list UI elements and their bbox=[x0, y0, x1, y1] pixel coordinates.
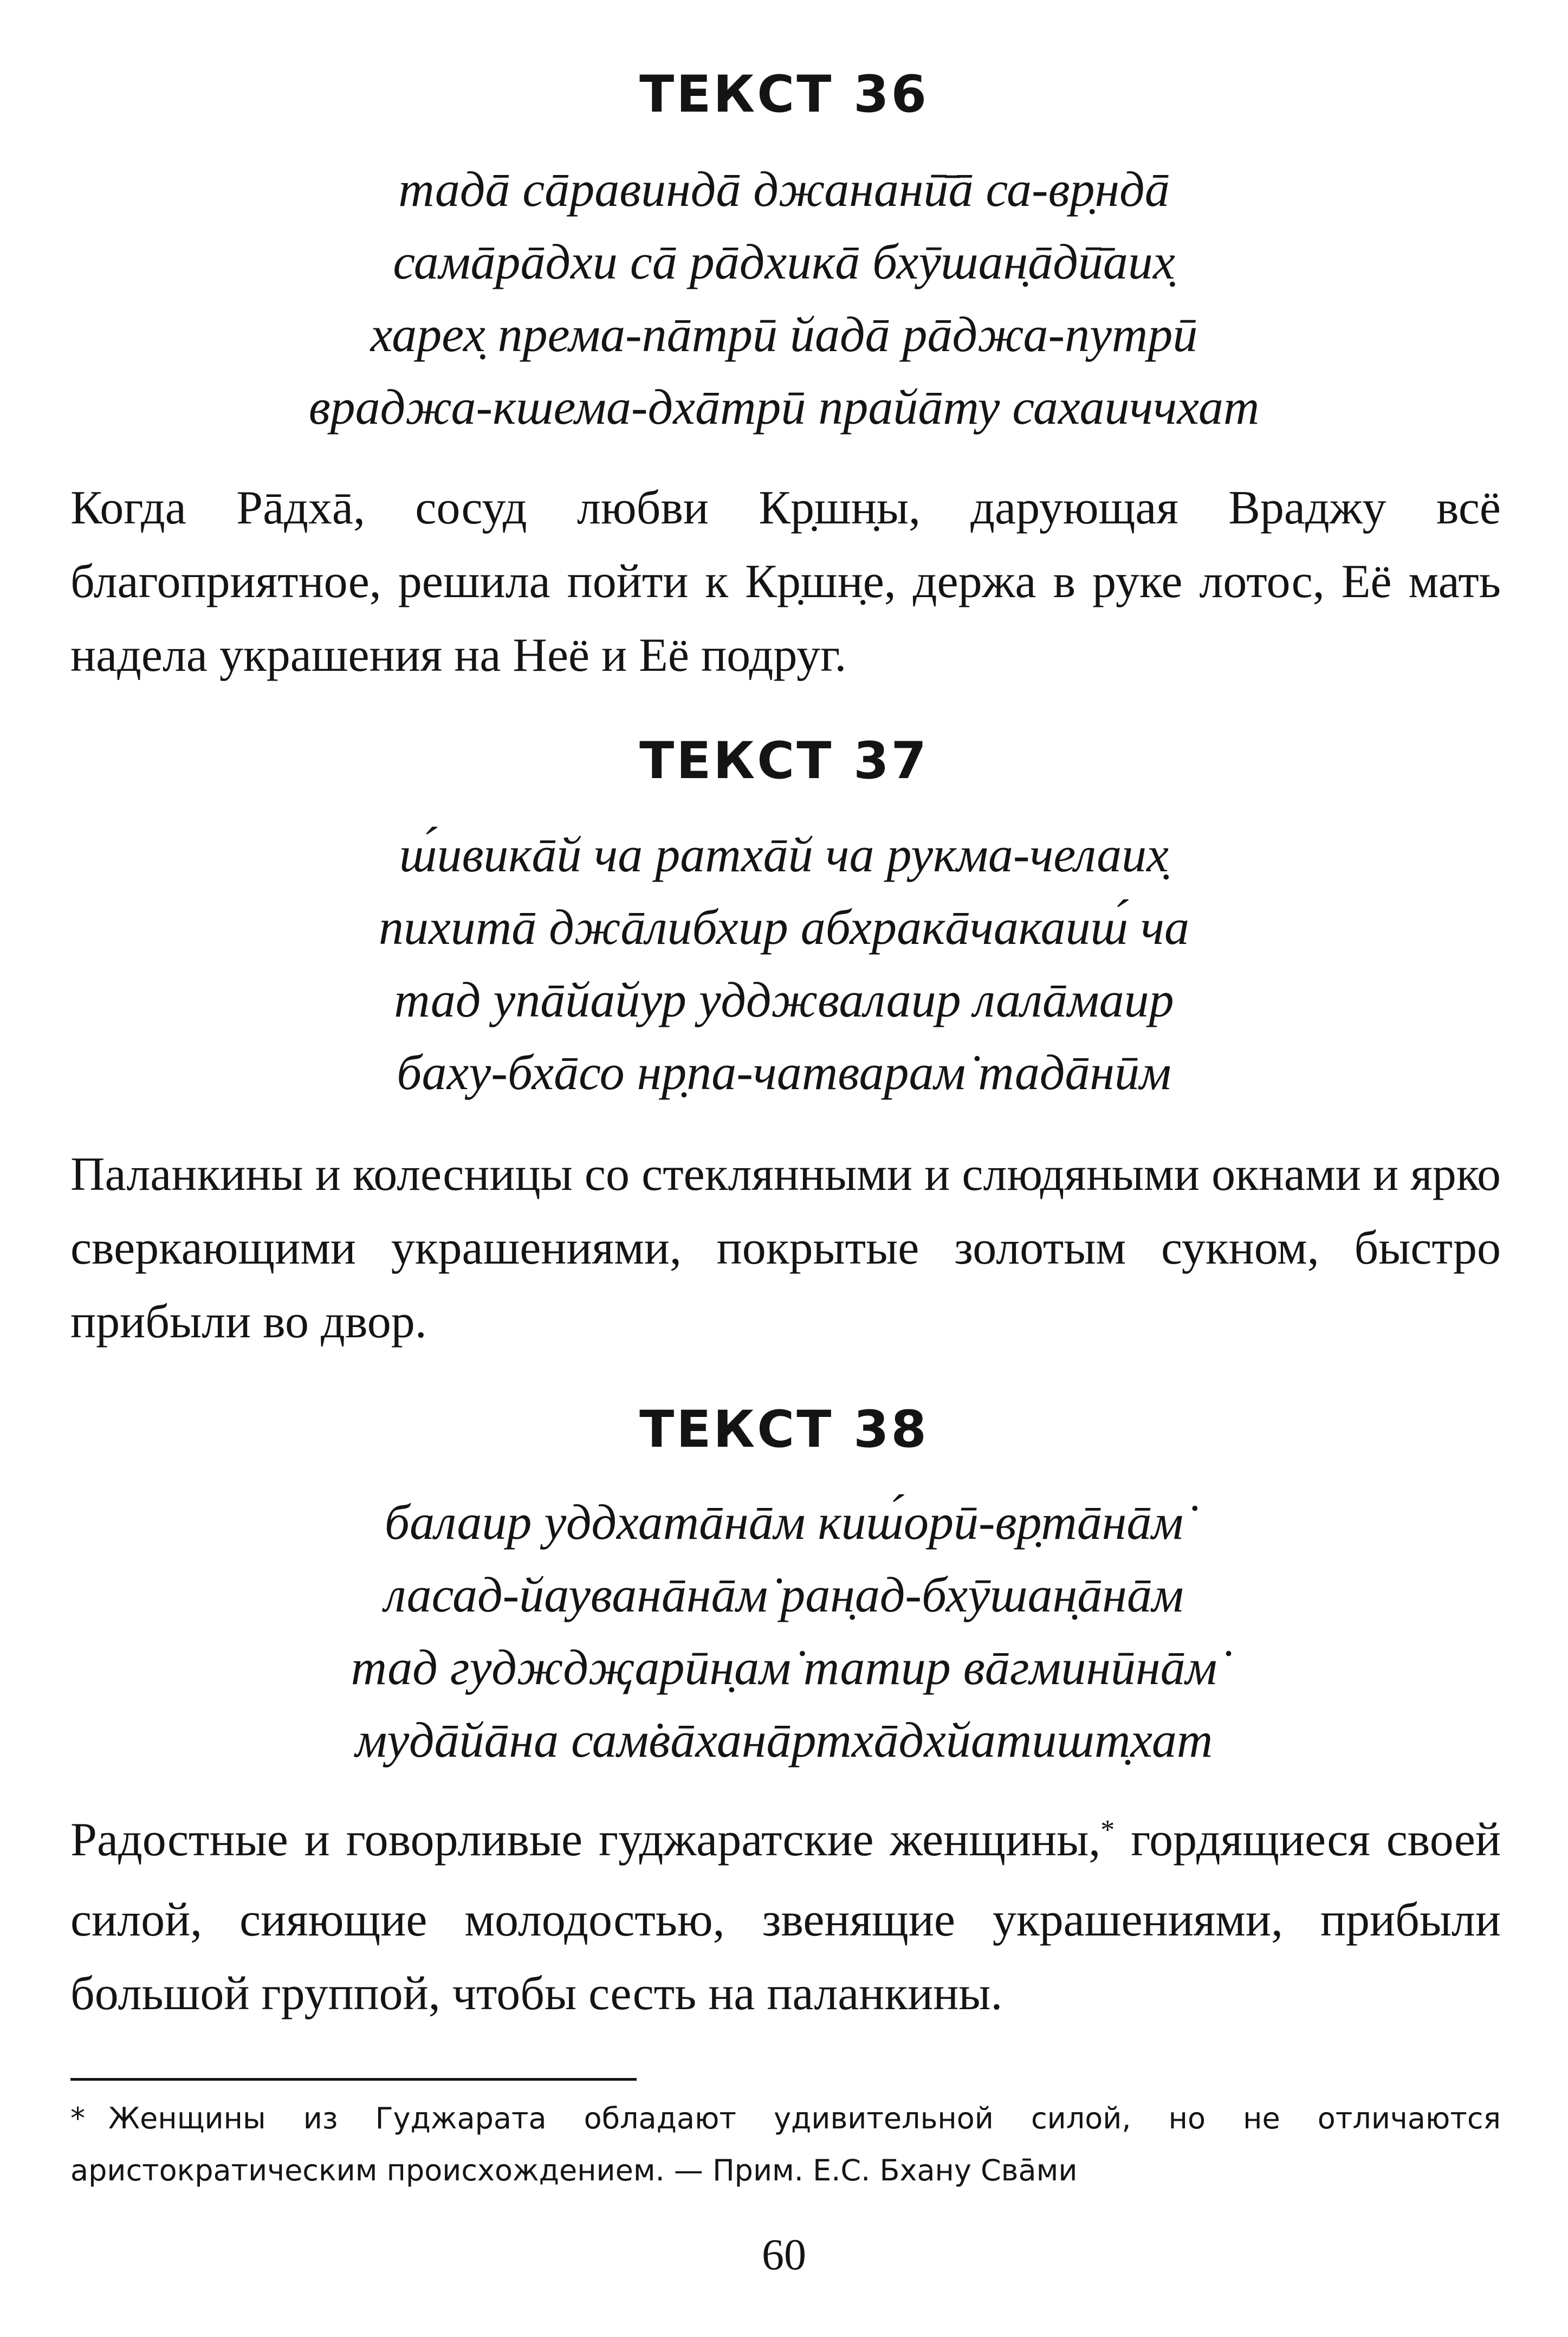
footnote-divider bbox=[70, 2078, 637, 2081]
translation-36: Когда Рāдхā, сосуд любви Кр̣шн̣ы, дарующая Враджу всё благоприятное, решила пойти к Кр̣шн̣е, держа в руке лотос, Её мать надела украшения на Неё и Её подруг. bbox=[70, 482, 1501, 682]
verse-line: баху-бхāсо нр̣па-чатварам̇ тадāнӣм bbox=[397, 1045, 1171, 1100]
footnote-reference: * bbox=[1100, 1815, 1115, 1846]
verse-line: тадā сāравиндā джананӣ̄ā са-вр̣ндā bbox=[398, 161, 1170, 217]
verse-line: балаир уддхатāнāм киш́орӣ-вр̣тāнāм̇ bbox=[384, 1494, 1184, 1550]
footnote-text: Женщины из Гуджарата обладают удивительной силой, но не отличаются аристократическим происхождением. — Прим. Е.С. Бхану Свāми bbox=[70, 2101, 1501, 2187]
footnote-mark: * bbox=[70, 2101, 85, 2135]
verse-line: тад гудждҗарӣн̣ам̇ татир вāгминӣнāм̇ bbox=[351, 1640, 1217, 1695]
translation-38 bbox=[70, 1803, 1501, 2031]
verse-line: ласад-йауванāнāм̇ ран̣ад-бхӯшан̣āнāм bbox=[384, 1567, 1184, 1622]
verse-line: враджа-кшема-дхāтрӣ прайāту сахаиччхат bbox=[308, 379, 1260, 435]
section-heading-37: ТЕКСТ 37 bbox=[639, 731, 929, 791]
page-number: 60 bbox=[762, 2230, 806, 2279]
verse-line: тад упāйайур удджвалаир лалāмаир bbox=[394, 972, 1174, 1027]
verse-line: самāрāдхи сā рāдхикā бхӯшан̣āдӣ̄аих̣ bbox=[393, 234, 1175, 289]
verse-36 bbox=[0, 153, 1568, 443]
verse-line: пихитā джāлибхир абхракāчакаиш́ ча bbox=[378, 899, 1190, 955]
verse-37 bbox=[0, 818, 1568, 1109]
section-heading-36: ТЕКСТ 36 bbox=[639, 65, 929, 124]
verse-line: харех̣ према-пāтрӣ йадā рāджа-путрӣ bbox=[370, 307, 1198, 362]
footnote bbox=[70, 2093, 1501, 2197]
verse-38 bbox=[0, 1486, 1568, 1776]
translation-37: Паланкины и колесницы со стеклянными и слюдяными окнами и ярко сверкающими украшениями, покрытые золотым сукном, быстро прибыли во двор. bbox=[70, 1148, 1501, 1348]
verse-line: ш́ивикāй ча ратхāй ча рукма-челаих̣ bbox=[399, 827, 1169, 882]
verse-line: мудāйāна сам̇вāханāртхāдхйатишт̣хат bbox=[355, 1712, 1213, 1768]
translation-text: Радостные и говорливые гуджаратские женщины, bbox=[70, 1814, 1101, 1866]
section-heading-38: ТЕКСТ 38 bbox=[639, 1400, 929, 1459]
translation-text: гордящиеся своей силой, сияющие молодостью, звенящие украшениями, прибыли большой группой, чтобы сесть на паланкины. bbox=[70, 1814, 1501, 2020]
